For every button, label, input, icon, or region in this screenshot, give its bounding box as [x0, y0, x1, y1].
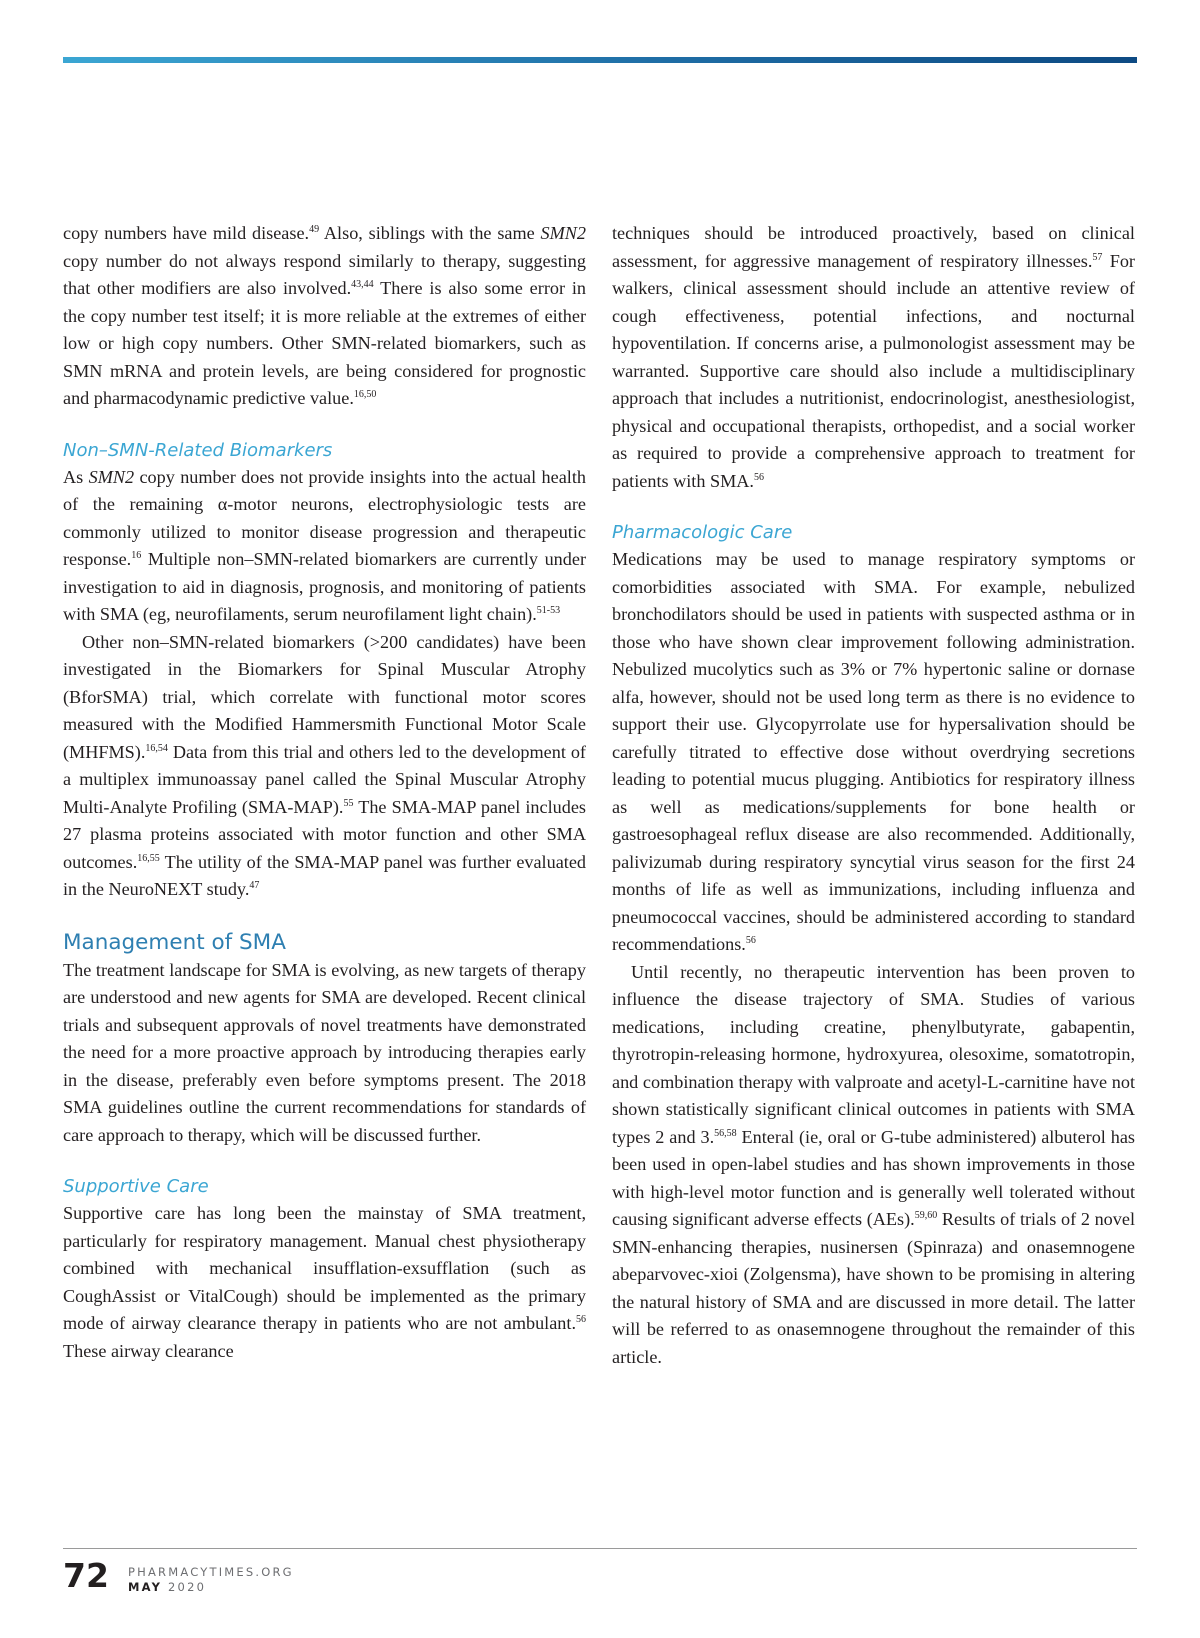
paragraph-non-smn-biomarkers: As SMN2 copy number does not provide insights into the actual health of the remaining α-motor neurons, electrophysiologic tests are commonly utilized to monitor disease progression and therapeutic response.$^{16}$ Multiple non–SMN-related biomarkers are currently under investigation to aid in diagnosis, prognosis, and monitoring of patients with SMA (eg, neurofilaments, serum neurofilament light chain).$^{51-53}$ [63, 466, 586, 624]
citation: 16,50 [353, 389, 377, 400]
gene-name: SMN2 [88, 466, 135, 487]
citation: 56 [745, 935, 756, 946]
citation: 16,55 [137, 852, 160, 864]
subheading-supportive-care: Supportive Care [63, 1176, 209, 1197]
citation: 59,60 [914, 1210, 938, 1221]
paragraph-treatment-landscape: The treatment landscape for SMA is evolving, as new targets of therapy are understood and new agents for SMA are developed. Recent clinical trials and subsequent approvals of novel treatments have demonstrated the need for a more proactive approach by introducing therapies early in the disease, preferably even before symptoms present. The 2018 SMA guidelines outline the current recommendations for standards of care approach to therapy, which will be discussed further. [63, 959, 586, 1145]
right-column [612, 220, 1135, 1371]
paragraph-copy-numbers: copy numbers have mild disease.$^{49}$ Also, siblings with the same SMN2 copy number do not always respond similarly to therapy, suggesting that other modifiers are also involved.$^{43,44}$ There is also some error in the copy number test itself; it is more reliable at the extremes of either low or high copy numbers. Other SMN-related biomarkers, such as SMN mRNA and protein levels, are being considered for prognostic and pharmacodynamic predictive value.$^{16,50}$ [63, 223, 586, 408]
citation: 49 [309, 224, 320, 235]
footer-website: PHARMACYTIMES.ORG [128, 1565, 294, 1579]
citation: 55 [343, 797, 354, 809]
footer-rule [63, 1548, 1137, 1549]
footer-year: 2020 [168, 1580, 207, 1594]
top-accent-bar [63, 57, 1137, 63]
subheading-non-smn-biomarkers: Non–SMN-Related Biomarkers [63, 439, 333, 461]
paragraph-therapeutic-intervention: Until recently, no therapeutic intervention has been proven to influence the disease trajectory of SMA. Studies of various medications, including creatine, phenylbutyrate, gabapentin, thyrotropin-releasing hormone, hydroxyurea, olesoxime, somatotropin, and combination therapy with valproate and acetyl-L-carnitine have not shown statistically significant clinical outcomes in patients with SMA types 2 and 3.$^{56,58}$ Enteral (ie, oral or G-tube administered) albuterol has been used in open-label studies and has shown improvements in those with high-level motor function and is generally well tolerated without causing significant adverse effects (AEs).$^{59,60}$ Results of trials of 2 novel SMN-enhancing therapies, nusinersen (Spinraza) and onasemnogene abeparvovec-xioi (Zolgensma), have shown to be promising in altering the natural history of SMA and are discussed in more detail. The latter will be referred to as onasemnogene throughout the remainder of this article. [612, 961, 1135, 1367]
citation: 57 [1092, 251, 1103, 263]
citation: 56 [753, 471, 764, 483]
citation: 51-53 [536, 605, 561, 616]
citation: 56,58 [714, 1127, 737, 1139]
paragraph-bforsma-trial: Other non–SMN-related biomarkers (>200 candidates) have been investigated in the Biomarkers for Spinal Muscular Atrophy (BforSMA) trial, which correlate with functional motor scores measured with the Modified Hammersmith Functional Motor Scale (MHFMS).$^{16,54}$ Data from this trial and others led to the development of a multiplex immunoassay panel called the Spinal Muscular Atrophy Multi-Analyte Profiling (SMA-MAP).$^{55}$ The SMA-MAP panel includes 27 plasma proteins associated with motor function and other SMA outcomes.$^{16,55}$ The utility of the SMA-MAP panel was further evaluated in the NeuroNEXT study.$^{47}$ [63, 631, 586, 899]
footer-month: MAY [128, 1580, 163, 1594]
left-column [63, 220, 586, 1365]
paragraph-supportive-care: Supportive care has long been the mainstay of SMA treatment, particularly for respiratory management. Manual chest physiotherapy combined with mechanical insufflation-exsufflation (such as CoughAssist or VitalCough) should be implemented as the primary mode of airway clearance therapy in patients who are not ambulant.$^{56}$ These airway clearance [63, 1203, 586, 1361]
citation: 16 [131, 550, 142, 561]
citation: 47 [249, 880, 260, 891]
subheading-pharmacologic-care: Pharmacologic Care [612, 522, 793, 543]
citation: 43,44 [351, 279, 374, 290]
footer-issue-date [128, 1580, 206, 1594]
gene-name: SMN2 [540, 223, 586, 243]
paragraph-medications: Medications may be used to manage respiratory symptoms or comorbidities associated with SMA. For example, nebulized bronchodilators should be used in patients with suspected asthma or in those who have shown clear improvement following administration. Nebulized mucolytics such as 3% or 7% hypertonic saline or dornase alfa, however, should not be used long term as there is no evidence to support their use. Glycopyrrolate use for hypersalivation should be carefully titrated to effective dose without overdrying secretions leading to potential mucus plugging. Antibiotics for respiratory illness as well as medications/supplements for bone health or gastroesophageal reflux disease are also recommended. Additionally, palivizumab during respiratory syncytial virus season for the first 24 months of life as well as immunizations, including influenza and pneumococcal vaccines, should be administered according to standard recommendations.$^{56}$ [612, 549, 1135, 954]
citation: 56 [576, 1314, 586, 1325]
citation: 16,54 [145, 742, 168, 754]
paragraph-airway-techniques: techniques should be introduced proactively, based on clinical assessment, for aggressive management of respiratory illnesses.$^{57}$ For walkers, clinical assessment should include an attentive review of cough effectiveness, potential infections, and nocturnal hypoventilation. If concerns arise, a pulmonologist assessment may be warranted. Supportive care should also include a multidisciplinary approach that includes a nutritionist, endocrinologist, anesthesiologist, physical and occupational therapists, orthopedist, and a social worker as required to provide a comprehensive approach to treatment for patients with SMA.$^{56}$ [612, 223, 1135, 491]
section-heading-management: Management of SMA [63, 929, 286, 955]
page-number: 72 [63, 1556, 109, 1595]
